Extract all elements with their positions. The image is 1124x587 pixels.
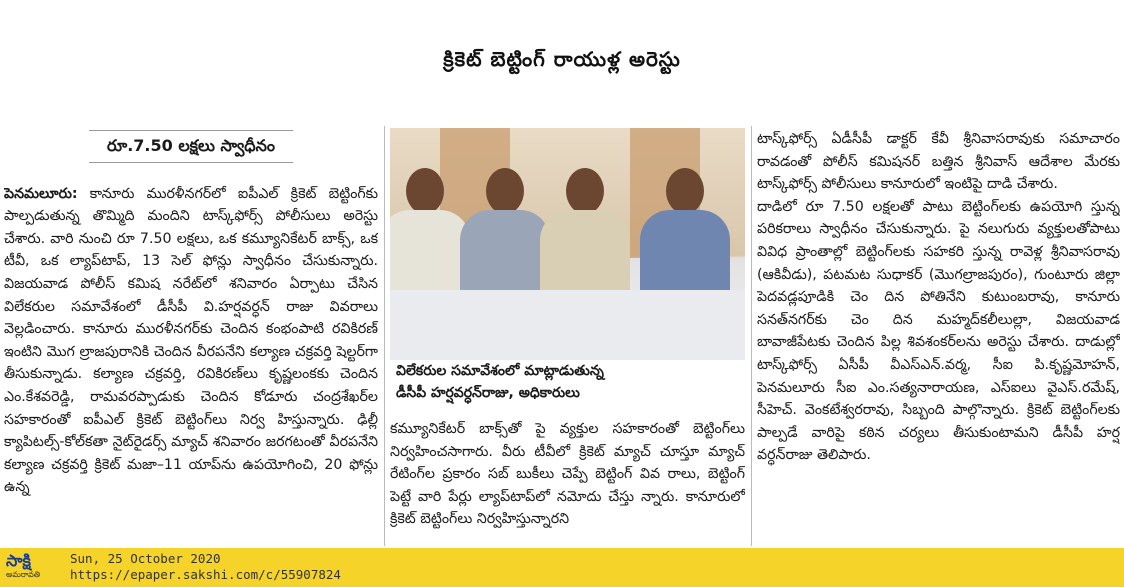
article-column-3	[757, 128, 1120, 548]
epaper-footer	[0, 548, 1124, 587]
dateline: పెనమలూరు:	[4, 185, 78, 202]
sakshi-logo[interactable]	[6, 552, 62, 583]
article-column-2	[390, 418, 745, 546]
logo-text: సాక్షి	[6, 551, 31, 570]
edition-date: Sun, 25 October 2020	[70, 551, 221, 566]
subheadline	[4, 130, 378, 163]
column-1-text: కానూరు మురళీనగర్‌లో ఐపీఎల్ క్రికెట్ బెట్టింగ్‌కు పాల్పడుతున్న తొమ్మిది మందిని టాస్క్‌ఫోర్స్ పోలీసులు అరెస్టు చేశారు. వారి నుంచి రూ 7.50 లక్షలు, ఒక కమ్యూనికేటర్ బాక్స్, ఒక టీవీ, ఒక ల్యాప్‌టాప్, 13 సెల్ ఫోన్లు స్వాధీనం చేసుకున్నారు. విజయవాడ పోలీస్ కమిష నరేట్‌లో శనివారం ఏర్పాటు చేసిన విలేకరుల సమావేశంలో డీసీపీ వి.హర్షవర్ధన్ రాజు వివరాలు వెల్లడించారు. కానూరు మురళీనగర్‌కు చెందిన కంభంపాటి రవికిరణ్ ఇంటిని మొగ ల్రాజపురానికి చెందిన వీరపనేని కల్యాణ చక్రవర్తి షెల్టర్‌గా తీసుకున్నాడు. కల్యాణ చక్రవర్తి, రవికిరణ్‌లు కృష్ణలంకకు చెందిన ఎం.కేశవరెడ్డి, రామవరప్పాడుకు చెందిన కోడూరు చంద్రశేఖర్‌ల సహకారంతో ఐపీఎల్ క్రికెట్ బెట్టింగ్‌లు నిర్వ హిస్తున్నారు. ఢిల్లీ క్యాపిటల్స్-కోల్‌కతా నైట్‌రైడర్స్ మ్యాచ్ శనివారం జరగటంతో వీరపనేని కల్యాణ చక్రవర్తి క్రికెట్ మజా–11 యాప్‌ను ఉపయోగించి, 20 ఫోన్లు ఉన్న	[4, 185, 378, 496]
headline: క్రికెట్ బెట్టింగ్ రాయుళ్ల అరెస్టు	[443, 46, 681, 71]
caption-line-2: డీసీపీ హర్షవర్ధన్‌రాజు, అధికారులు	[396, 385, 580, 401]
column-3-paragraph-2: దాడిలో రూ 7.50 లక్షలతో పాటు బెట్టింగ్‌లకు ఉపయోగి స్తున్న పరికరాలు స్వాధీనం చేసుకున్నారు. పై నలుగురు వ్యక్తులతోపాటు వివిధ ప్రాంతాల్లో బెట్టింగ్‌లకు సహకరి స్తున్న రావెళ్ల శ్రీనివాసరావు (ఆకివీడు), పటమట సుధాకర్ (మొగల్రాజపురం), గుంటూరు జిల్లా పెదవడ్లపూడికి చెం దిన పోతినేని కుటుంబరావు, కానూరు సనత్‌నగర్‌కు చెం దిన మహ్మద్‌కలీలుల్లా, విజయవాడ బావాజీపేటకు చెందిన పిల్ల శివశంకర్‌లను అరెస్టు చేశారు. దాడుల్లో టాస్క్‌ఫోర్స్ ఏసీపీ వీఎస్ఎన్.వర్మ, సీఐ పి.కృష్ణమోహన్, పెనమలూరు సీఐ ఎం.సత్యనారాయణ, ఎస్ఐలు వైఎస్.రమేష్, సీహెచ్. వెంకటేశ్వరరావు, సిబ్బంది పాల్గొన్నారు. క్రికెట్ బెట్టింగ్‌లకు పాల్పడే వారిపై కఠిన చర్యలు తీసుకుంటామని డీసీపీ హర్ష వర్ధన్‌రాజు తెలిపారు.	[757, 198, 1120, 464]
subheadline-text: రూ.7.50 లక్షలు స్వాధీనం	[89, 130, 293, 163]
column-2-text: కమ్యూనికేటర్ బాక్స్‌తో పై వ్యక్తుల సహకారంతో బెట్టింగ్‌లు నిర్వహించసాగారు. వీరు టీవీలో క్రికెట్ మ్యాచ్ చూస్తూ మ్యాచ్ రేటింగ్‌ల ప్రకారం సబ్ బుకీలు చెప్పే బెట్టింగ్ వివ రాలు, బెట్టింగ్ పెట్టే వారి పేర్లు ల్యాప్‌టాప్‌లో నమోదు చేస్తు న్నారు. కానూరులో క్రికెట్ బెట్టింగ్‌లు నిర్వహిస్తున్నారని	[390, 421, 745, 528]
column-3-paragraph-1: టాస్క్‌ఫోర్స్ ఏడీసీపీ డాక్టర్ కేవీ శ్రీనివాసరావుకు సమాచారం రావడంతో పోలీస్ కమిషనర్ బత్తిన శ్రీనివాస్ ఆదేశాల మేరకు టాస్క్‌ఫోర్స్ పోలీసులు కానూరులో ఇంటిపై దాడి చేశారు.	[757, 131, 1120, 193]
caption-line-1: విలేకరుల సమావేశంలో మాట్లాడుతున్న	[396, 363, 604, 379]
footer-meta	[70, 551, 341, 583]
conference-table	[390, 290, 745, 360]
photo-caption	[390, 360, 745, 416]
press-meet-photo	[390, 128, 745, 360]
column-1-paragraph	[4, 183, 378, 499]
column-divider	[751, 126, 752, 546]
epaper-url[interactable]: https://epaper.sakshi.com/c/55907824	[70, 567, 341, 582]
column-divider	[384, 126, 385, 546]
article-column-1	[4, 128, 378, 548]
logo-edition: అమరావతి	[6, 570, 41, 579]
